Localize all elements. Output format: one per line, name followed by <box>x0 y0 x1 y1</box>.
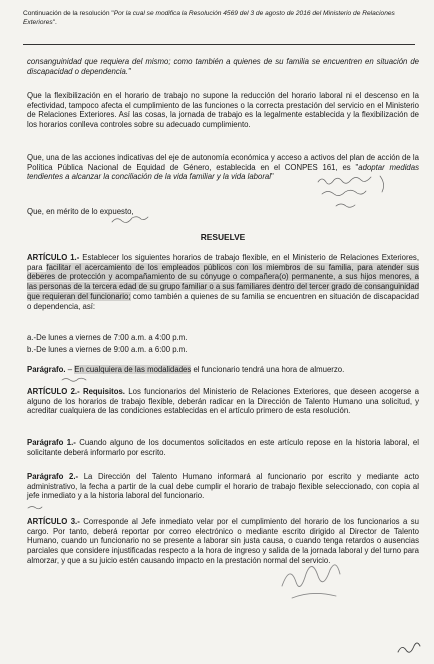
margin-scribble-articulo3 <box>28 507 42 509</box>
paragrafo-rest: el funcionario tendrá una hora de almuerzo. <box>191 365 345 374</box>
paragrafo-1-label: Parágrafo 1.- <box>27 438 76 447</box>
paragrafo-2-text: La Dirección del Talento Humano informará al funcionario por escrito y mediante acto administrativo, la fecha a partir de la cual debe cumplir el horario de trabajo flexible seleccionado, con copia al jefe inmediato y a la historia laboral del funcionario. <box>27 472 420 501</box>
articulo-1-highlight: facilitar el acercamiento de los empleados públicos con los miembros de su familia, para atender sus deberes de protección y acompañamiento de su cónyuge o compañera(o) permanente, a sus hijos menores, a las personas de la tercera edad de su grupo familiar o a sus familiares dentro del tercer grado de consanguinidad que requieran del funcionario; <box>27 262 419 301</box>
paragraph-quote-end: consanguinidad que requiera del mismo; como también a quienes de su familia se encuentren en situación de discapacidad o dependencia." <box>27 57 419 76</box>
paragrafo-2-label: Parágrafo 2.- <box>27 472 79 481</box>
signature-scribble <box>282 565 340 587</box>
margin-note-scribble-2 <box>322 190 366 195</box>
paragraph-merito: Que, en mérito de lo expuesto, <box>27 207 134 216</box>
margin-note-bracket <box>380 176 384 192</box>
conpes-close: " <box>271 172 274 182</box>
resuelve-heading: RESUELVE <box>200 232 246 242</box>
header-suffix: ". <box>52 18 57 26</box>
paragrafo-label: Parágrafo. <box>27 365 66 374</box>
schedule-a: a.-De lunes a viernes de 7:00 a.m. a 4:00 p.m. <box>27 333 188 342</box>
paragraph-flexibilizacion: Que la flexibilización en el horario de trabajo no supone la reducción del horario laboral ni el descenso en la efectividad, tampoco afecta el cumplimiento de las funciones o la correcta prestación del servicio en el Ministerio de Relaciones Exteriores. Así las cosas, la jornada de trabajo es la legalmente establecida y la flexibilización de los horarios conlleva controles sobre su adecuado cumplimiento. <box>27 91 419 130</box>
margin-note-scribble-1 <box>318 177 371 184</box>
paragrafo-1-text: Cuando alguno de los documentos solicitados en este artículo repose en la historia laboral, el solicitante deberá informarlo por escrito. <box>27 438 419 457</box>
header-prefix: Continuación de la resolución " <box>23 10 114 17</box>
articulo-2-label: ARTÍCULO 2.- Requisitos. <box>27 387 125 396</box>
conpes-quote: adoptar medidas tendientes a alcanzar la conciliación de la vida familiar y la vida laboral <box>27 162 419 182</box>
signature-underline <box>292 593 336 598</box>
initials-scribble <box>398 643 420 652</box>
margin-note-scribble-3 <box>336 204 355 207</box>
articulo-2-text: Los funcionarios del Ministerio de Relaciones Exteriores, que deseen acogerse a alguno de los horarios de trabajo flexible, deberán radicar en la Dirección de Talento Humano una solicitud, y acreditar cualquiera de las condiciones establecidas en el artículo primero de esta resolución. <box>27 387 420 416</box>
paragrafo-dash: – <box>65 365 75 374</box>
articulo-1-label: ARTÍCULO 1.- <box>27 253 80 262</box>
conpes-text: Que, una de las acciones indicativas del eje de autonomía económica y acceso a activos del plan de acción de la Política Pública Nacional de Equidad de Género, establecida en el CONPES 161, es " <box>27 153 419 172</box>
schedule-b: b.-De lunes a viernes de 9:00 a.m. a 6:00 p.m. <box>27 345 188 354</box>
articulo-3-label: ARTÍCULO 3.- <box>27 517 80 526</box>
header-title: Por la cual se modifica la Resolución 4569 del 3 de agosto de 2016 del Ministerio de Relaciones Exteriores <box>23 10 395 26</box>
articulo-1-text-a: Establecer los siguientes horarios de trabajo flexible, en el Ministerio de Relaciones Exteriores, para <box>27 253 419 272</box>
articulo-3-text: Corresponde al Jefe inmediato velar por el cumplimiento del horario de los funcionarios a su cargo. Por tanto, deberá reportar por correo electrónico o mediante escrito dirigido al Director de Talento Humano, cuando un funcionario no se presente a laborar sin justa causa, o cuando tenga retardos o ausencias parciales que considere injustificadas respecto a la hora de ingreso y salida de la jornada laboral y del turno para almorzar, y que a su juicio estén causando impacto en la prestación normal del servicio. <box>27 517 420 565</box>
paragrafo-highlight: En cualquiera de las modalidades <box>74 365 192 374</box>
scribble-near-resuelve <box>112 217 148 223</box>
margin-scribble-paragrafo <box>62 378 86 381</box>
articulo-1-text-b: como también a quienes de su familia se encuentren en situación de discapacidad o dependencia, así: <box>27 291 419 311</box>
